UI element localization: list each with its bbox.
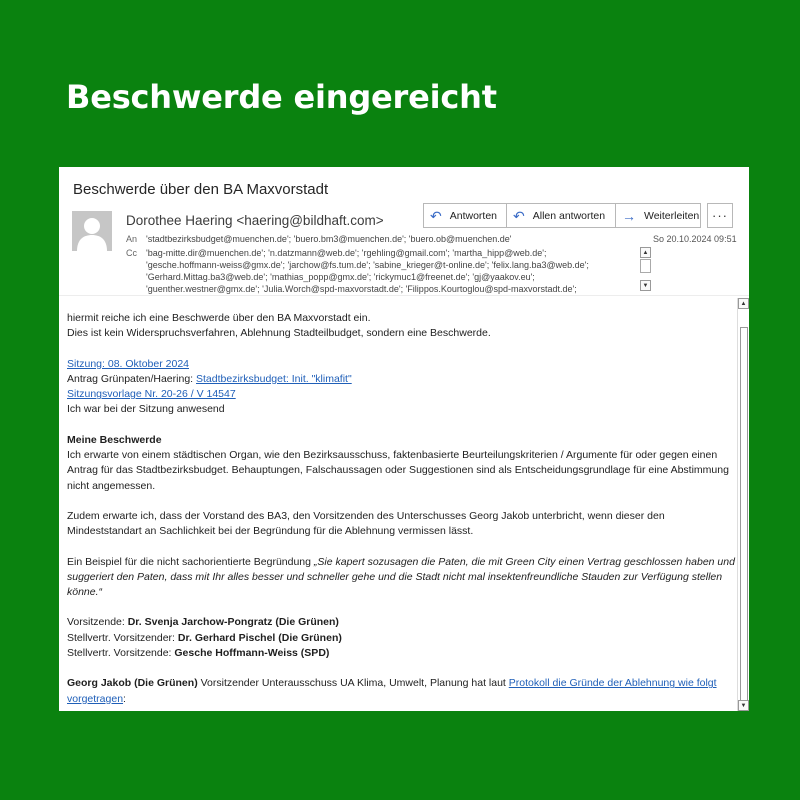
vice-chair-label: Stellvertr. Vorsitzende: (67, 647, 175, 660)
email-window (59, 167, 749, 711)
action-toolbar (423, 203, 700, 228)
to-recipients[interactable]: 'stadtbezirksbudget@muenchen.de'; 'buero.bm3@muenchen.de'; 'buero.ob@muenchen.de' (146, 234, 512, 244)
vice-chair-name: Dr. Gerhard Pischel (Die Grünen) (177, 631, 342, 644)
chair-label: Vorsitzende: (67, 616, 128, 629)
cc-label: Cc (126, 248, 137, 258)
forward-arrow-icon: → (622, 207, 636, 224)
to-label: An (126, 234, 138, 244)
body-scroll-thumb[interactable] (740, 327, 748, 707)
antrag-link[interactable]: Stadtbezirksbudget: Init. "klimafit" (196, 372, 352, 385)
final-colon: : (123, 692, 126, 705)
header-divider (59, 295, 749, 296)
complaint-paragraph: Ich erwarte von einem städtischen Organ, wie den Bezirksausschuss, faktenbasierte Beurteilungskriterien / Argumente für oder gegen einen Antrag für das Stadtbezirksbudget. Behauptungen, Falschaussagen oder Suggestionen sind als Entscheidungsgrundlage für eine Abstimmung nicht angemessen. (67, 449, 729, 492)
subcommittee-chair-name: Georg Jakob (Die Grünen) (67, 677, 198, 690)
example-prefix: Ein Beispiel für die nicht sachorientierte Begründung (67, 555, 314, 568)
email-body (67, 311, 737, 707)
sender-name[interactable]: Dorothee Haering <haering@bildhaft.com> (126, 213, 384, 228)
person-avatar-icon (72, 211, 112, 251)
cc-scroll-thumb[interactable] (640, 259, 651, 273)
complaint-heading: Meine Beschwerde (67, 433, 162, 446)
sent-date: So 20.10.2024 09:51 (653, 234, 737, 244)
sitzung-link[interactable]: Sitzung: 08. Oktober 2024 (67, 357, 189, 370)
body-scroll-up-button[interactable]: ▲ (738, 298, 749, 309)
antrag-prefix: Antrag Grünpaten/Haering: (67, 372, 196, 385)
final-text: Vorsitzender Unterausschuss UA Klima, Umwelt, Planung hat laut (197, 677, 509, 690)
reply-all-label: Allen antworten (532, 209, 606, 222)
reply-arrow-icon: ↶ (430, 207, 442, 224)
reply-all-button[interactable] (506, 203, 616, 228)
forward-label: Weiterleiten (644, 209, 700, 222)
intro-line: hiermit reiche ich eine Beschwerde über den BA Maxvorstadt ein. (67, 312, 371, 324)
email-subject: Beschwerde über den BA Maxvorstadt (73, 181, 329, 198)
cc-recipients-line[interactable]: 'Gerhard.Mittag.ba3@web.de'; 'mathias_popp@gmx.de'; 'rickymuc1@freenet.de'; 'gj@yaakov.eu'; (146, 272, 535, 282)
attendance-line: Ich war bei der Sitzung anwesend (67, 403, 225, 416)
cc-recipients-line[interactable]: 'guenther.westner@gmx.de'; 'Julia.Worch@spd-maxvorstadt.de'; 'Filippos.Kourtoglou@spd-maxvorstadt.de'; (146, 284, 577, 294)
cc-recipients-line[interactable]: 'gesche.hoffmann-weiss@gmx.de'; 'jarchow@fs.tum.de'; 'sabine_krieger@t-online.de'; 'felix.lang.ba3@web.de'; (146, 260, 589, 270)
reply-button[interactable] (423, 203, 507, 228)
sitzungsvorlage-link[interactable]: Sitzungsvorlage Nr. 20-26 / V 14547 (67, 388, 236, 401)
body-scroll-down-button[interactable]: ▼ (738, 700, 749, 711)
more-actions-button[interactable]: ··· (707, 203, 733, 228)
reply-all-icon: ↶ (513, 207, 525, 224)
complaint-paragraph: Zudem erwarte ich, dass der Vorstand des BA3, den Vorsitzenden des Unterschusses Georg Jakob unterbricht, wenn dieser den Mindeststandart an Sachlichkeit bei der Begründung für die Ablehnung vermissen lässt. (67, 509, 665, 538)
chair-name: Dr. Svenja Jarchow-Pongratz (Die Grünen) (127, 616, 339, 629)
protokoll-link[interactable]: Protokoll die Gründe der Ablehnung wie folgt vorgetragen (67, 677, 717, 705)
cc-recipients-line[interactable]: 'bag-mitte.dir@muenchen.de'; 'n.datzmann@web.de'; 'rgehling@gmail.com'; 'martha_hipp@web.de'; (146, 248, 547, 258)
example-quote: „Sie kapert sozusagen die Paten, die mit Green City einen Vertrag geschlossen haben und suggeriert den Paten, dass mit Ihr alles besser und schneller gehe und die Stadt nicht mal insektenfreundliche Stauden zur Verfügung stellen könne.“ (67, 555, 735, 599)
vice-chair-label: Stellvertr. Vorsitzender: (67, 631, 178, 644)
cc-scroll-down-button[interactable]: ▼ (640, 280, 651, 291)
reply-label: Antworten (449, 209, 498, 222)
intro-line: Dies ist kein Widerspruchsverfahren, Ablehnung Stadteilbudget, sondern eine Beschwerde. (67, 327, 491, 340)
vice-chair-name: Gesche Hoffmann-Weiss (SPD) (174, 647, 330, 660)
forward-button[interactable] (615, 203, 701, 228)
page-heading: Beschwerde eingereicht (66, 78, 497, 116)
cc-scroll-up-button[interactable]: ▲ (640, 247, 651, 258)
